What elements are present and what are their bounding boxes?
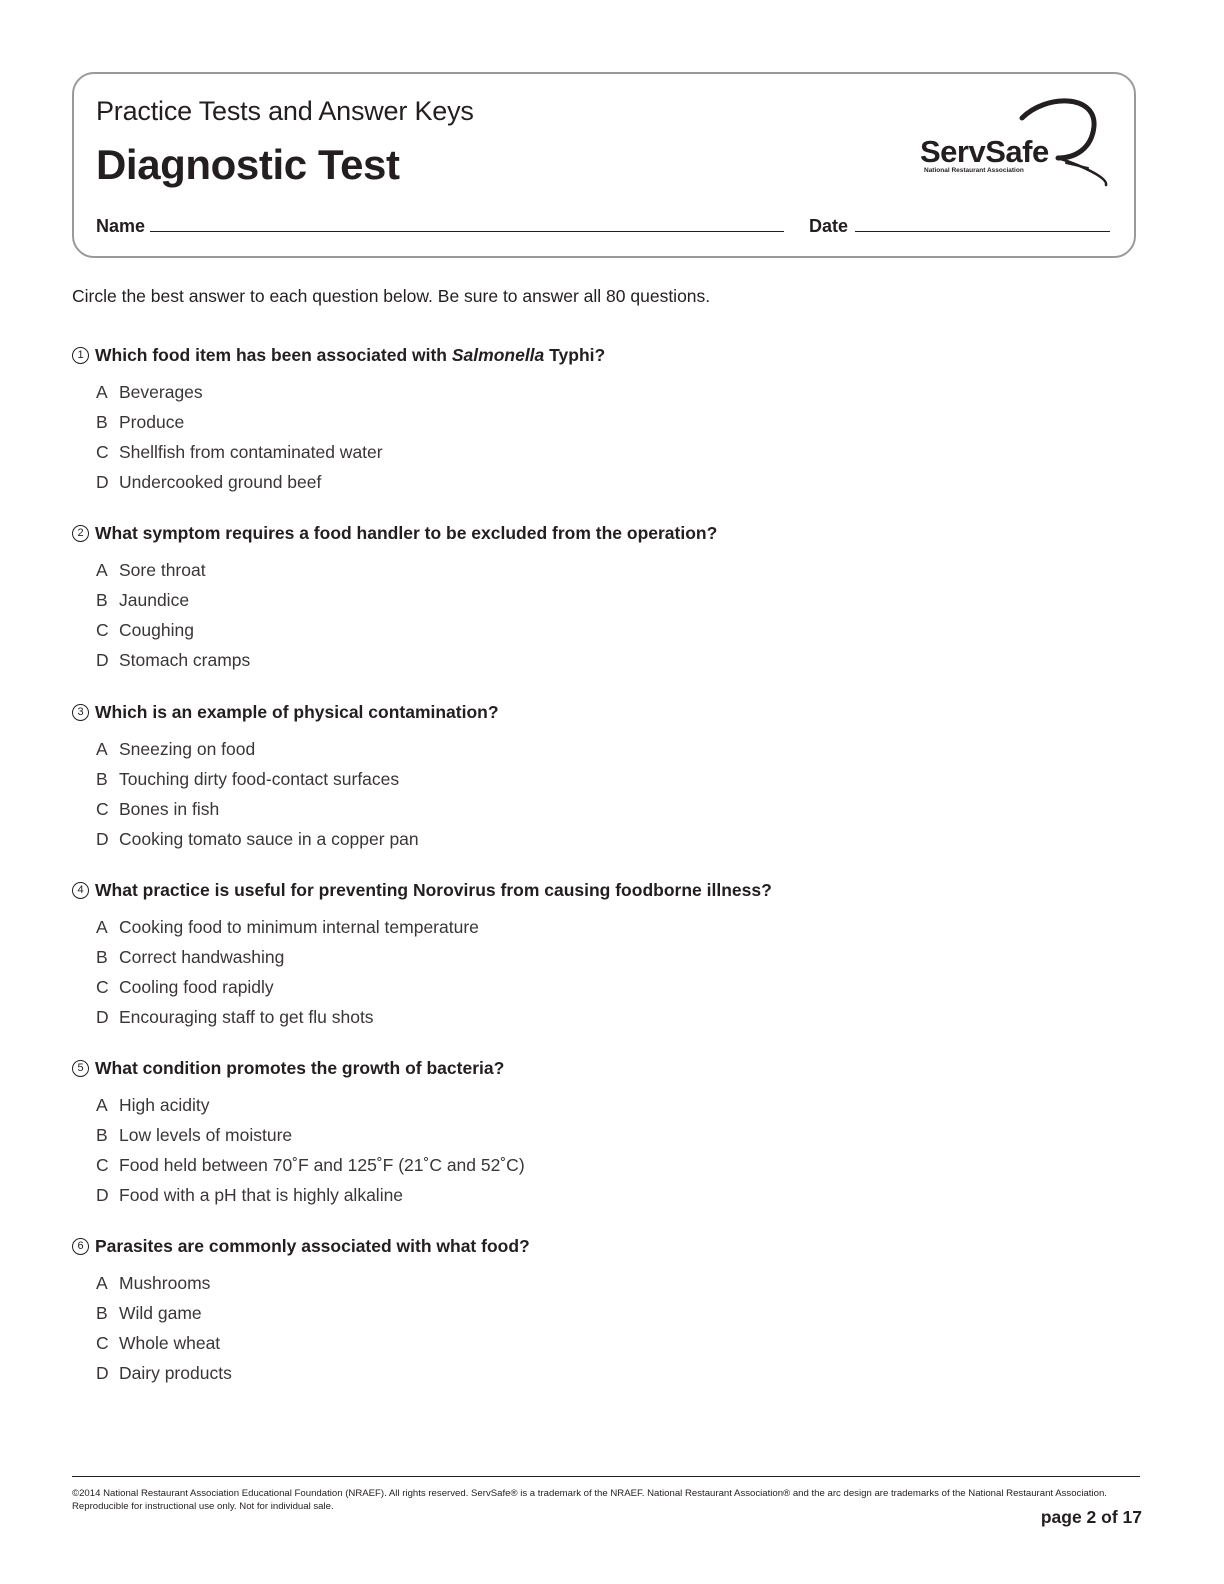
option-letter: A xyxy=(96,917,108,938)
option-letter: D xyxy=(96,828,109,849)
option-text: Sneezing on food xyxy=(119,739,256,760)
option-list xyxy=(72,556,1132,675)
question-number: 5 xyxy=(72,1060,89,1077)
option-letter: A xyxy=(96,1273,108,1294)
question-4 xyxy=(72,878,1132,1032)
option-letter: D xyxy=(96,471,109,492)
question-heading xyxy=(72,343,1132,367)
option-letter: C xyxy=(96,798,109,819)
option-d[interactable] xyxy=(96,1358,1132,1388)
option-text: Dairy products xyxy=(119,1362,232,1383)
option-letter: A xyxy=(96,739,108,760)
option-letter: D xyxy=(96,1006,109,1027)
question-5 xyxy=(72,1056,1132,1210)
option-a[interactable] xyxy=(96,1269,1132,1299)
question-number: 3 xyxy=(72,704,89,721)
option-letter: D xyxy=(96,1184,109,1205)
logo-subtext: National Restaurant Association xyxy=(924,167,1024,174)
instructions: Circle the best answer to each question below. Be sure to answer all 80 questions. xyxy=(72,286,711,306)
question-heading xyxy=(72,521,1132,545)
question-3 xyxy=(72,700,1132,854)
question-text-part: Typhi? xyxy=(544,344,606,365)
option-letter: C xyxy=(96,976,109,997)
option-letter: C xyxy=(96,1332,109,1353)
option-c[interactable] xyxy=(96,795,1132,825)
option-text: Beverages xyxy=(119,382,203,403)
logo-wordmark: ServSafe xyxy=(920,134,1049,169)
question-heading xyxy=(72,1056,1132,1080)
option-c[interactable] xyxy=(96,1329,1132,1359)
option-letter: A xyxy=(96,560,108,581)
option-letter: C xyxy=(96,441,109,462)
option-b[interactable] xyxy=(96,765,1132,795)
option-text: Shellfish from contaminated water xyxy=(119,441,383,462)
page-title: Diagnostic Test xyxy=(96,141,400,188)
page-number: page 2 of 17 xyxy=(1040,1507,1142,1527)
option-b[interactable] xyxy=(96,943,1132,973)
option-letter: A xyxy=(96,1095,108,1116)
question-2 xyxy=(72,521,1132,675)
option-letter: B xyxy=(96,1303,108,1324)
option-text: Coughing xyxy=(119,619,194,640)
option-text: Touching dirty food-contact surfaces xyxy=(119,769,400,790)
option-d[interactable] xyxy=(96,824,1132,854)
question-number: 4 xyxy=(72,882,89,899)
question-text: What condition promotes the growth of bacteria? xyxy=(95,1057,505,1078)
option-text: Food with a pH that is highly alkaline xyxy=(119,1184,404,1205)
question-heading xyxy=(72,1234,1132,1258)
option-list xyxy=(72,1269,1132,1388)
option-text: Produce xyxy=(119,412,185,433)
servsafe-logo xyxy=(918,96,1114,188)
option-b[interactable] xyxy=(96,1121,1132,1151)
question-text-part: Which food item has been associated with xyxy=(95,344,452,365)
document-subtitle: Practice Tests and Answer Keys xyxy=(96,96,474,126)
option-letter: B xyxy=(96,769,108,790)
option-text: Cooking food to minimum internal temperature xyxy=(119,917,479,938)
option-text: Cooking tomato sauce in a copper pan xyxy=(119,828,419,849)
option-letter: C xyxy=(96,619,109,640)
option-d[interactable] xyxy=(96,1002,1132,1032)
question-number: 2 xyxy=(72,525,89,542)
date-field-line[interactable] xyxy=(855,231,1110,232)
question-text: Which is an example of physical contamination? xyxy=(95,701,499,722)
name-label: Name xyxy=(96,216,146,236)
question-text: What symptom requires a food handler to be excluded from the operation? xyxy=(95,522,718,543)
option-list xyxy=(72,378,1132,497)
option-c[interactable] xyxy=(96,438,1132,468)
option-letter: B xyxy=(96,412,108,433)
option-text: Sore throat xyxy=(119,560,206,581)
option-letter: D xyxy=(96,1362,109,1383)
option-c[interactable] xyxy=(96,616,1132,646)
option-b[interactable] xyxy=(96,1299,1132,1329)
option-text: Low levels of moisture xyxy=(119,1125,293,1146)
question-6 xyxy=(72,1234,1132,1388)
question-number: 1 xyxy=(72,347,89,364)
option-text: High acidity xyxy=(119,1095,210,1116)
option-text: Jaundice xyxy=(119,590,190,611)
option-text: Whole wheat xyxy=(119,1332,221,1353)
option-list xyxy=(72,735,1132,854)
option-list xyxy=(72,913,1132,1032)
option-a[interactable] xyxy=(96,735,1132,765)
question-1 xyxy=(72,343,1132,497)
option-text: Undercooked ground beef xyxy=(119,471,322,492)
option-c[interactable] xyxy=(96,973,1132,1003)
question-number: 6 xyxy=(72,1238,89,1255)
option-d[interactable] xyxy=(96,645,1132,675)
option-b[interactable] xyxy=(96,408,1132,438)
option-text: Stomach cramps xyxy=(119,649,251,670)
option-text: Correct handwashing xyxy=(119,947,285,968)
option-b[interactable] xyxy=(96,586,1132,616)
option-text: Food held between 70˚F and 125˚F (21˚C and 52˚C) xyxy=(119,1154,525,1175)
option-text: Mushrooms xyxy=(119,1273,211,1294)
question-text: What practice is useful for preventing Norovirus from causing foodborne illness? xyxy=(95,879,772,900)
option-letter: B xyxy=(96,590,108,611)
option-letter: C xyxy=(96,1154,109,1175)
option-a[interactable] xyxy=(96,1091,1132,1121)
question-heading xyxy=(72,700,1132,724)
question-text-italic: Salmonella xyxy=(451,344,545,365)
option-a[interactable] xyxy=(96,556,1132,586)
option-c[interactable] xyxy=(96,1151,1132,1181)
option-letter: A xyxy=(96,382,108,403)
footer-divider xyxy=(72,1476,1140,1477)
question-heading xyxy=(72,878,1132,902)
option-letter: B xyxy=(96,947,108,968)
option-text: Encouraging staff to get flu shots xyxy=(119,1006,374,1027)
option-a[interactable] xyxy=(96,378,1132,408)
footer-copyright: ©2014 National Restaurant Association Educational Foundation (NRAEF). All rights reserved. ServSafe® is a trademark of the NRAEF. National Restaurant Association® and the arc design are trademarks of the National Restaurant Association. Reproducible for instructional use only. Not for individual sale. xyxy=(72,1488,1107,1512)
option-text: Bones in fish xyxy=(119,798,220,819)
question-text: Parasites are commonly associated with what food? xyxy=(95,1235,530,1256)
option-d[interactable] xyxy=(96,1180,1132,1210)
option-text: Wild game xyxy=(119,1303,202,1324)
option-letter: D xyxy=(96,649,109,670)
date-label: Date xyxy=(809,216,849,236)
option-letter: B xyxy=(96,1125,108,1146)
name-field-line[interactable] xyxy=(150,231,784,232)
option-d[interactable] xyxy=(96,467,1132,497)
option-a[interactable] xyxy=(96,913,1132,943)
option-text: Cooling food rapidly xyxy=(119,976,274,997)
option-list xyxy=(72,1091,1132,1210)
